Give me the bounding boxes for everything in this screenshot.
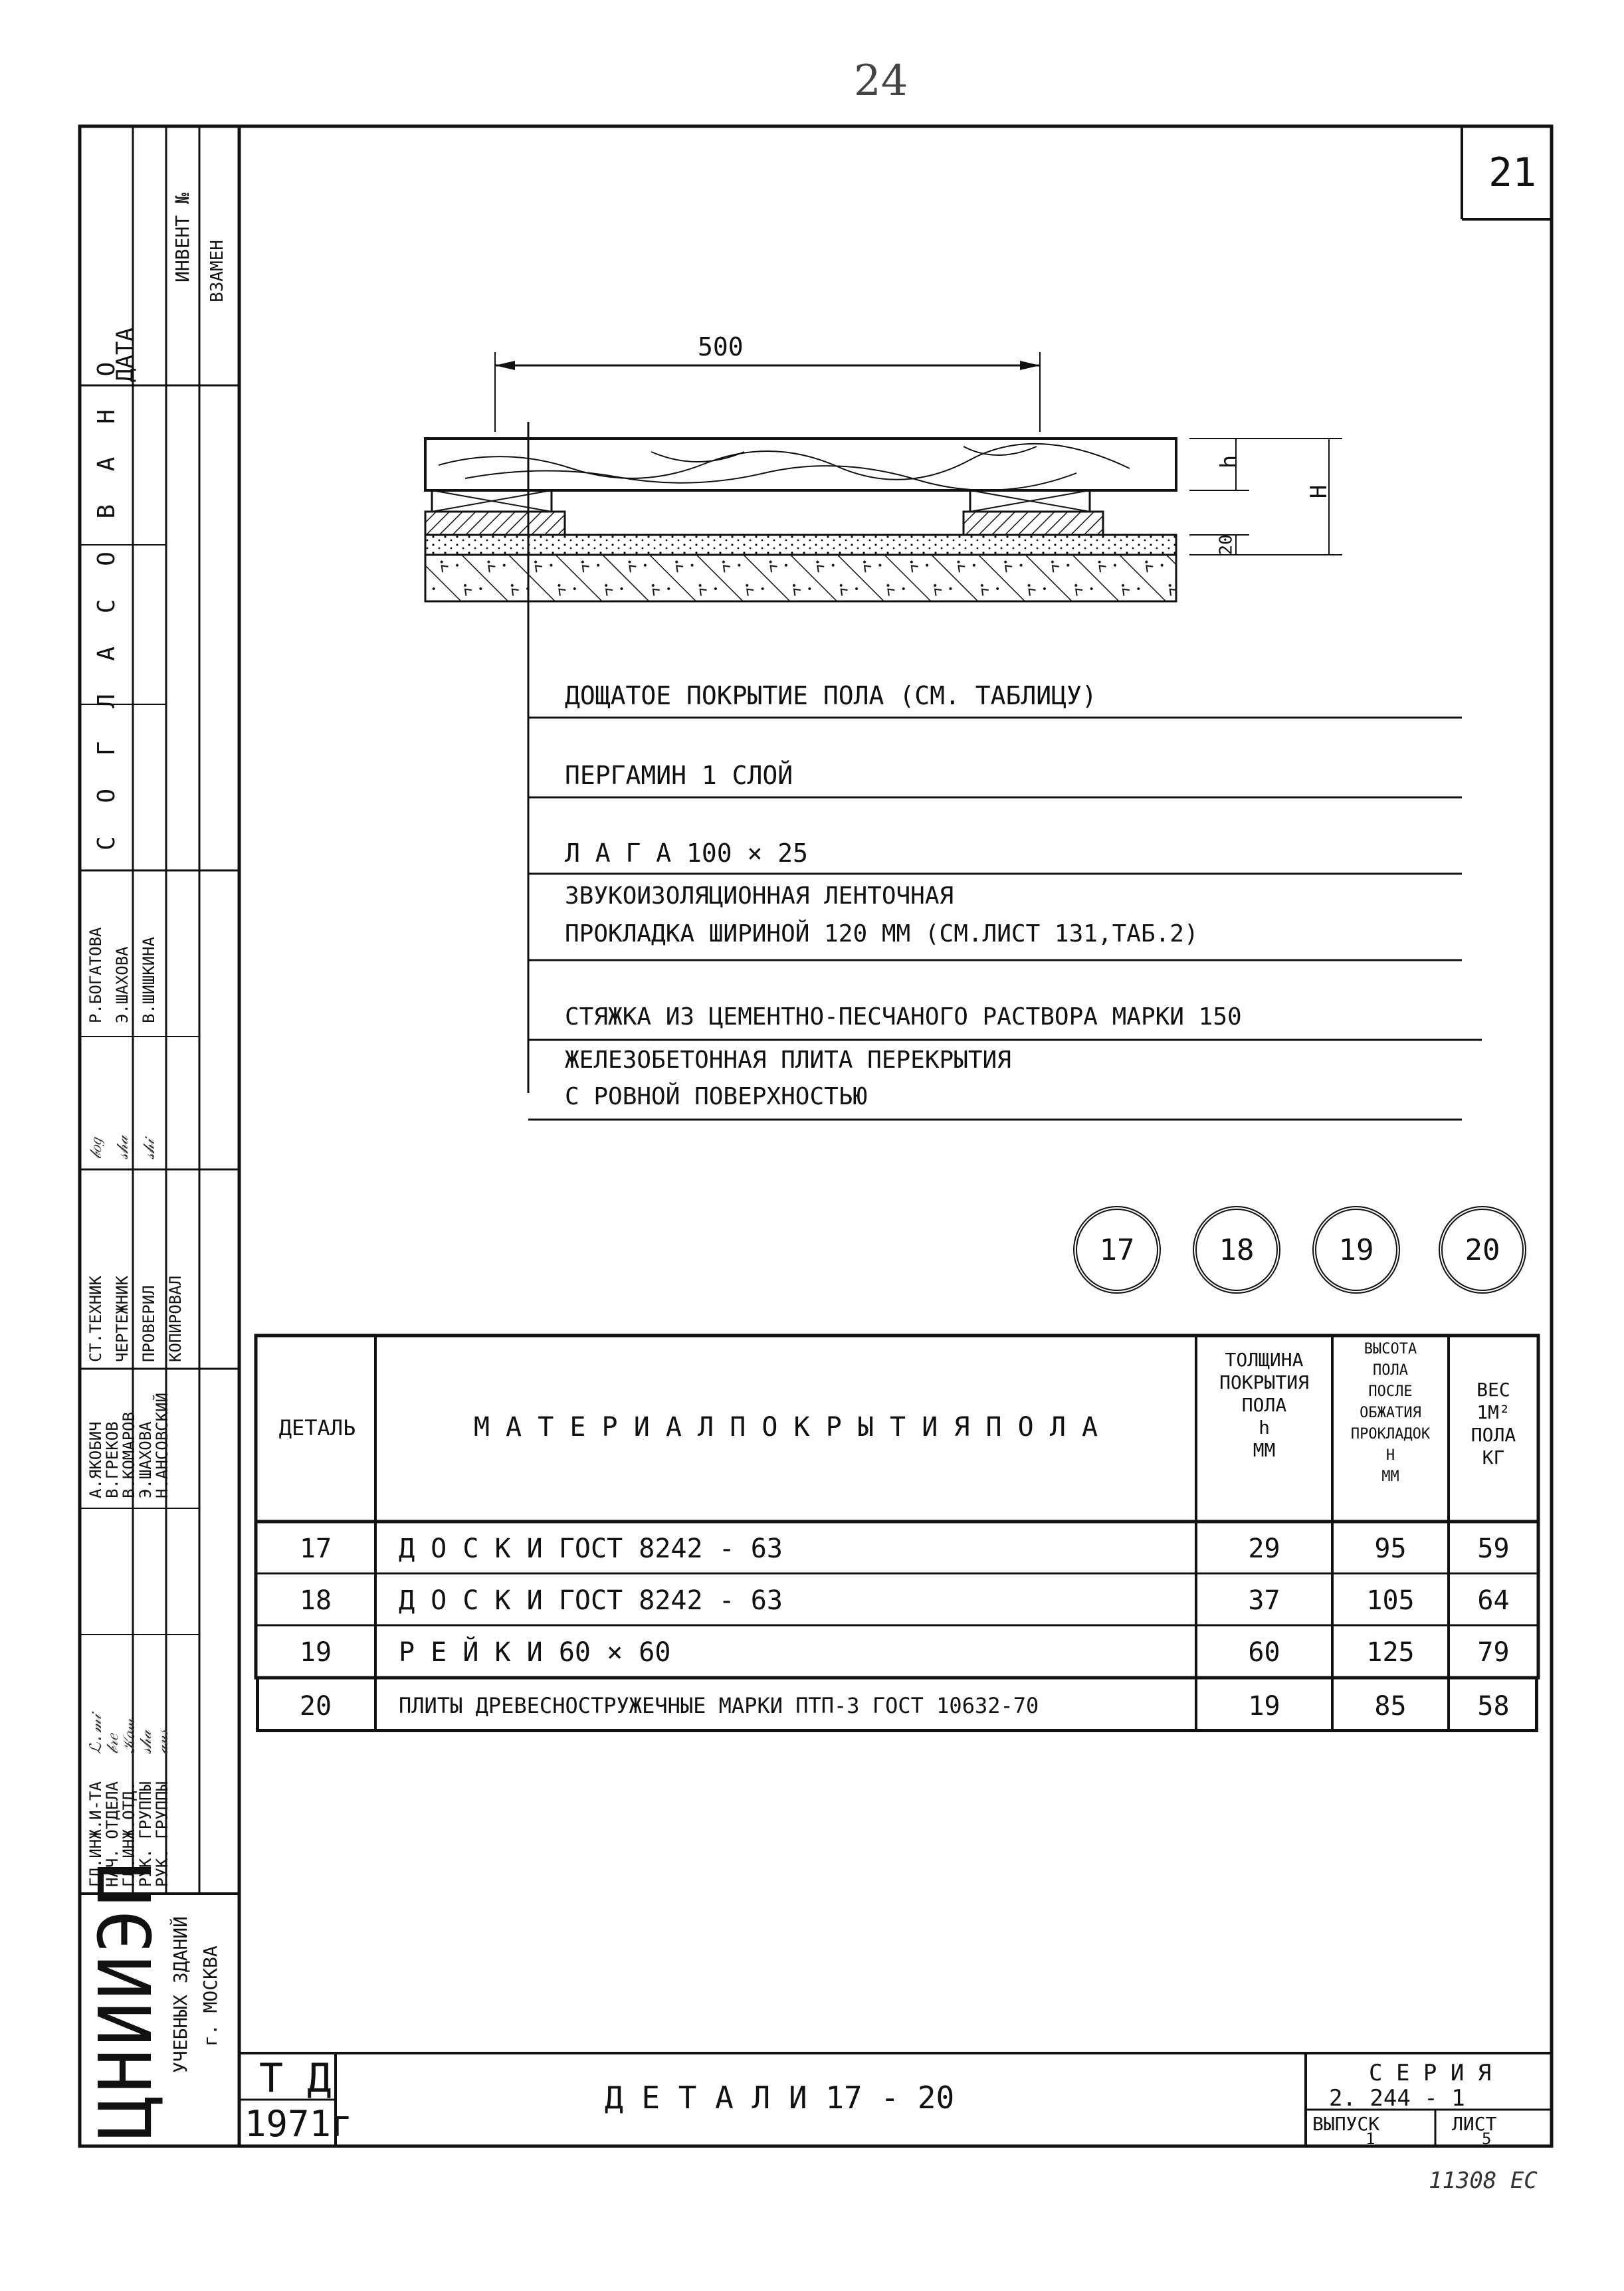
- staff-name-2: В.ГРЕКОВ: [103, 1421, 122, 1498]
- staff-role-5: РУК. ГРУППЫ: [153, 1781, 171, 1887]
- staff2-name-1: Р.БОГАТОВА: [86, 927, 105, 1023]
- row-weight: 79: [1477, 1637, 1510, 1668]
- layer-label-6: СТЯЖКА ИЗ ЦЕМЕНТНО-ПЕСЧАНОГО РАСТВОРА МАРКИ 150: [565, 1003, 1242, 1031]
- detail-marker-19: 19: [1312, 1206, 1400, 1294]
- row-detail: 18: [299, 1585, 332, 1616]
- staff-name-1: А.ЯКОБИЧ: [86, 1421, 105, 1498]
- row-weight: 64: [1477, 1585, 1510, 1616]
- row-height: 85: [1374, 1691, 1407, 1722]
- weight-line-4: КГ: [1482, 1446, 1505, 1468]
- strip-header-replace: ВЗАМЕН: [207, 240, 227, 302]
- approval-title: С О Г Л А С О В А Н О: [93, 352, 120, 850]
- staff2-name-3: В.ШИШКИНА: [140, 936, 158, 1023]
- row-thickness: 19: [1248, 1691, 1280, 1722]
- row-thickness: 29: [1248, 1534, 1280, 1564]
- layer-label-4: ЗВУКОИЗОЛЯЦИОННАЯ ЛЕНТОЧНАЯ: [565, 882, 954, 910]
- row-material: Р Е Й К И 60 × 60: [399, 1637, 671, 1668]
- row-height: 125: [1366, 1637, 1415, 1668]
- staff-name-4: Э.ШАХОВА: [136, 1421, 155, 1498]
- staff2-role-4: КОПИРОВАЛ: [166, 1275, 185, 1362]
- layer-label-2: ПЕРГАМИН 1 СЛОЙ: [565, 761, 793, 790]
- dimension-500: 500: [698, 332, 744, 361]
- weight-line-1: ВЕС: [1476, 1379, 1510, 1401]
- sheet-value: 5: [1482, 2130, 1492, 2148]
- staff-signature-1: ℒ.𝓂𝒾: [86, 1714, 105, 1754]
- staff2-signature-2: 𝓈𝒽𝒶: [113, 1136, 132, 1159]
- org-name: ЦНИИЭП: [83, 1859, 168, 2140]
- height-line-6: H: [1385, 1447, 1395, 1464]
- staff2-signature-3: 𝓈𝒽𝒾: [140, 1139, 158, 1159]
- staff2-signature-1: 𝒷𝑜𝑔: [86, 1138, 105, 1159]
- row-material: ПЛИТЫ ДРЕВЕСНОСТРУЖЕЧНЫЕ МАРКИ ПТП-3 ГОСТ 10632-70: [399, 1693, 1039, 1718]
- height-line-4: ОБЖАТИЯ: [1360, 1405, 1421, 1421]
- height-line-1: ВЫСОТА: [1364, 1341, 1417, 1357]
- table-divider: [1195, 1678, 1197, 1731]
- org-subtitle: УЧЕБНЫХ ЗДАНИЙ: [169, 1916, 191, 2073]
- thickness-line-2: ПОКРЫТИЯ: [1219, 1371, 1309, 1393]
- row-detail: 17: [299, 1534, 332, 1564]
- row-height: 105: [1366, 1585, 1415, 1616]
- page-top-note: 24: [854, 56, 908, 106]
- row-thickness: 37: [1248, 1585, 1280, 1616]
- thickness-line-5: ММ: [1253, 1439, 1276, 1461]
- row-weight: 58: [1477, 1691, 1510, 1722]
- strip-header-invent: ИНВЕНТ №: [171, 193, 193, 282]
- table-header-thickness: [1196, 1349, 1332, 1462]
- sheet-number: 21: [1488, 149, 1537, 196]
- weight-line-3: ПОЛА: [1471, 1424, 1516, 1446]
- height-line-3: ПОСЛЕ: [1368, 1383, 1413, 1400]
- table-header-material: М А Т Е Р И А Л П О К Р Ы Т И Я П О Л А: [473, 1412, 1098, 1443]
- dimension-20: 20: [1216, 534, 1237, 555]
- row-weight: 59: [1477, 1534, 1510, 1564]
- height-line-5: ПРОКЛАДОК: [1350, 1426, 1431, 1443]
- staff2-role-2: ЧЕРТЕЖНИК: [113, 1275, 132, 1362]
- height-line-7: ММ: [1381, 1468, 1399, 1485]
- row-detail: 19: [299, 1637, 332, 1668]
- weight-line-2: 1М²: [1476, 1401, 1510, 1423]
- issue-label: ВЫПУСК: [1312, 2113, 1380, 2135]
- staff2-role-3: ПРОВЕРИЛ: [140, 1285, 158, 1362]
- height-line-2: ПОЛА: [1373, 1362, 1408, 1379]
- thickness-line-3: ПОЛА: [1241, 1394, 1287, 1416]
- row-detail: 20: [299, 1691, 332, 1722]
- layer-label-8: С РОВНОЙ ПОВЕРХНОСТЬЮ: [565, 1083, 868, 1110]
- dimension-h: h: [1216, 454, 1243, 469]
- row-material: Д О С К И ГОСТ 8242 - 63: [399, 1585, 783, 1616]
- staff-name-5: Н.АНСОВСКИЙ: [153, 1393, 171, 1498]
- staff2-role-1: СТ.ТЕХНИК: [86, 1275, 105, 1362]
- staff-role-2: НАЧ. ОТДЕЛА: [103, 1781, 122, 1887]
- layer-label-5: ПРОКЛАДКА ШИРИНОЙ 120 ММ (СМ.ЛИСТ 131,ТАБ.2): [565, 920, 1199, 947]
- staff-signature-4: 𝓈𝒽𝒶: [136, 1730, 155, 1754]
- staff-signature-3: 𝒦𝑜𝓂: [120, 1718, 138, 1754]
- series-value: 2. 244 - 1: [1329, 2085, 1465, 2112]
- org-city: г. МОСКВА: [199, 1945, 221, 2046]
- table-last-row-frame: [256, 1678, 1538, 1732]
- row-height: 95: [1374, 1534, 1407, 1564]
- bottom-note: 11308 ЕС: [1429, 2167, 1538, 2194]
- layer-label-7: ЖЕЛЕЗОБЕТОННАЯ ПЛИТА ПЕРЕКРЫТИЯ: [565, 1046, 1011, 1074]
- row-thickness: 60: [1248, 1637, 1280, 1668]
- table-divider: [1331, 1678, 1334, 1731]
- sheet-label: ЛИСТ: [1452, 2113, 1497, 2135]
- table-header-detail: ДЕТАЛЬ: [278, 1415, 356, 1441]
- series-label: С Е Р И Я: [1369, 2060, 1492, 2086]
- table-header-weight: [1449, 1379, 1538, 1469]
- layer-label-1: ДОЩАТОЕ ПОКРЫТИЕ ПОЛА (СМ. ТАБЛИЦУ): [565, 681, 1097, 710]
- staff-signature-5: 𝒶𝓃𝓈: [153, 1730, 171, 1754]
- layer-label-3: Л А Г А 100 × 25: [565, 839, 809, 868]
- staff-signature-2: 𝒷𝓇𝑒: [103, 1734, 122, 1754]
- thickness-line-1: ТОЛЩИНА: [1225, 1349, 1304, 1371]
- title-code: Т Д: [259, 2055, 332, 2102]
- staff-role-1: ГЛ.ИНЖ.И-ТА: [86, 1781, 105, 1887]
- thickness-line-4: h: [1259, 1417, 1270, 1439]
- table-divider: [1447, 1678, 1450, 1731]
- staff-role-4: РУК. ГРУППЫ: [136, 1781, 155, 1887]
- table-header-height: [1332, 1339, 1449, 1488]
- dimension-H: H: [1306, 484, 1333, 499]
- drawing-title: Д Е Т А Л И 17 - 20: [605, 2080, 955, 2116]
- staff2-name-2: Э.ШАХОВА: [113, 946, 132, 1023]
- table-divider: [374, 1678, 377, 1731]
- row-material: Д О С К И ГОСТ 8242 - 63: [399, 1534, 783, 1564]
- title-year: 1971г: [245, 2103, 353, 2145]
- detail-marker-20: 20: [1439, 1206, 1526, 1294]
- detail-marker-18: 18: [1193, 1206, 1280, 1294]
- staff-role-3: ГЛ.ИНЖ.ОТД.: [120, 1781, 138, 1887]
- issue-value: 1: [1366, 2130, 1375, 2148]
- staff-name-3: В.КОМАРОВ: [120, 1411, 138, 1498]
- strip-header-date: ДАТА: [112, 328, 138, 382]
- detail-marker-17: 17: [1073, 1206, 1161, 1294]
